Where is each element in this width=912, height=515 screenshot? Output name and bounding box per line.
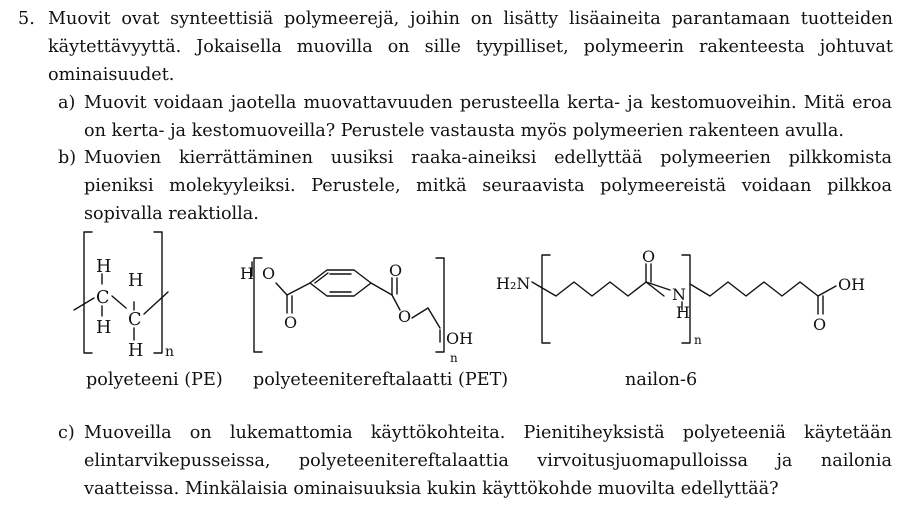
pet-oh-end: OH (446, 329, 474, 348)
nylon-caption: nailon-6 (625, 370, 698, 390)
nylon-o-acid: O (813, 315, 827, 334)
pet-o-carbonyl-right: O (389, 261, 403, 280)
pet-subscript: n (450, 351, 458, 365)
nylon-n-amide: N (672, 285, 686, 304)
pet-caption: polyeteenitereftalaatti (PET) (253, 370, 509, 390)
pe-bracket-right (154, 232, 162, 353)
pe-subscript: n (165, 344, 175, 360)
pe-structure (74, 232, 168, 353)
pe-caption: polyeteeni (PE) (86, 370, 223, 390)
pe-h-bottom-right: H (128, 341, 144, 361)
pe-h-bottom-left: H (96, 318, 112, 338)
part-a-text: Muovit voidaan jaotella muovattavuuden perusteella kerta- ja kestomuoveihin. Mitä eroa on kerta- ja kestomuoveilla? Perustele vastausta myös polymeerien rakenteen avulla. (84, 93, 892, 141)
pet-o-ester-right: O (398, 307, 412, 326)
nylon-subscript: n (694, 333, 702, 347)
nylon-oh-end: OH (838, 275, 866, 294)
nylon-o-carbonyl: O (642, 247, 656, 266)
part-a-label: a) (58, 93, 76, 113)
pet-o-ester-left: O (262, 264, 276, 283)
pet-h-end: H (240, 264, 254, 283)
nylon-h-amide: H (676, 303, 690, 322)
pe-h-top-right: H (128, 271, 144, 291)
part-b-label: b) (58, 148, 77, 168)
nylon-bracket-left (542, 255, 550, 343)
question-intro: Muovit ovat synteettisiä polymeerejä, joihin on lisätty lisäaineita parantamaan tuotteiden käytettävyyttä. Jokaisella muovilla on sille tyypilliset, polymeerin rakenteesta johtuvat ominaisuudet. (48, 9, 893, 85)
pet-structure (252, 258, 444, 352)
pe-c-left: C (96, 288, 110, 308)
question-number: 5. (18, 9, 35, 29)
part-c-label: c) (58, 423, 75, 443)
pe-c-right: C (128, 310, 142, 330)
pe-h-top-left: H (96, 257, 112, 277)
pe-bracket-left (84, 232, 92, 353)
pet-o-carbonyl-left: O (284, 313, 298, 332)
part-b-text: Muovien kierrättäminen uusiksi raaka-aineiksi edellyttää polymeerien pilkkomista pieniksi molekyyleiksi. Perustele, mitkä seuraavista polymeereistä voidaan pilkkoa sopivalla reaktiolla. (84, 148, 892, 224)
pet-bracket-left (254, 258, 262, 352)
nylon-h2n: H₂N (496, 274, 531, 293)
part-c-text: Muoveilla on lukemattomia käyttökohteita. Pienitiheyksistä polyeteeniä käytetään elintarvikepusseissa, polyeteenitereftalaattia virvoitusjuomapulloissa ja nailonia vaatteissa. Minkälaisia ominaisuuksia kukin käyttökohde muovilta edellyttää? (84, 423, 892, 499)
